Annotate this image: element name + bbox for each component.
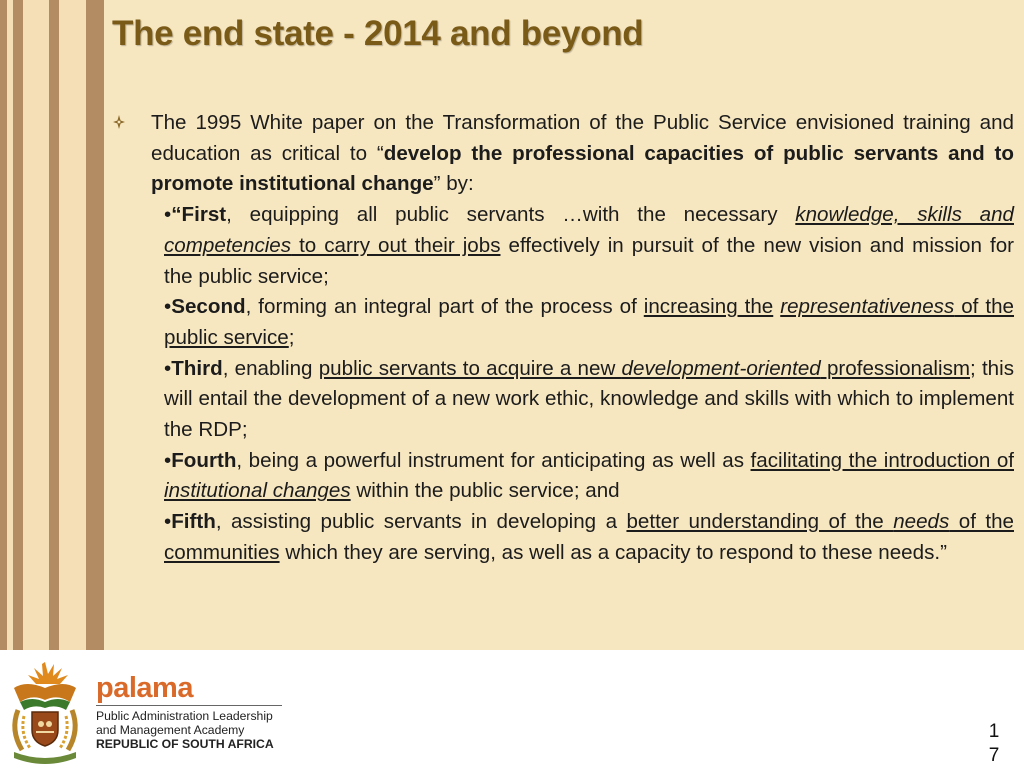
decor-stripe (0, 0, 7, 650)
point-underlined: of the communities (164, 510, 1014, 564)
point-underlined: public servants to acquire a new (318, 356, 622, 380)
point-underlined: increasing the (643, 295, 774, 319)
main-bullet-paragraph (112, 108, 1014, 200)
point-lead: Fifth (171, 510, 216, 534)
point-text: ; this will entail the development of a new work ethic, knowledge and skills with which to implement the RDP; (164, 356, 1015, 442)
point-lead: Third (171, 356, 223, 380)
point-key-phrase: needs (893, 510, 950, 534)
point-underlined: professionalism (820, 356, 971, 380)
slide-title: The end state - 2014 and beyond (112, 14, 644, 53)
decor-stripe (23, 0, 49, 650)
diamond-bullet-icon (112, 114, 126, 130)
point-bullet: • (164, 510, 172, 534)
point-third (112, 354, 1014, 446)
intro-text: The 1995 White paper on the Transformation of the Public Service envisioned training and education as critical to “ (151, 111, 1014, 165)
decor-stripe (59, 0, 86, 650)
point-text: , enabling (222, 356, 319, 380)
point-key-phrase: institutional changes (164, 479, 351, 503)
point-text: , being a powerful instrument for anticipating as well as (236, 448, 751, 472)
decor-stripe (86, 0, 104, 650)
decor-stripe (13, 0, 23, 650)
decor-stripe (49, 0, 59, 650)
point-bullet: • (164, 295, 172, 319)
coat-of-arms-icon (6, 658, 84, 764)
point-bullet: • (164, 448, 172, 472)
intro-emphasis: develop the professional capacities of public servants and to promote institutional change (151, 141, 1014, 196)
point-fourth (112, 446, 1014, 507)
point-lead: “First (171, 203, 227, 227)
page-number: 17 (988, 721, 1000, 766)
brand-subtitle-line-1: Public Administration Leadership (96, 709, 273, 723)
point-underlined: to carry out their jobs (291, 233, 501, 257)
point-fifth (112, 507, 1014, 568)
point-lead: Fourth (171, 448, 237, 472)
brand-name: palama (96, 672, 193, 704)
point-text: , equipping all public servants …with the necessary (226, 203, 796, 227)
point-bullet: • (164, 356, 172, 380)
point-key-phrase: knowledge, skills and competencies (164, 203, 1014, 257)
point-key-phrase: development-oriented (621, 356, 821, 380)
brand-divider (96, 705, 282, 706)
point-key-phrase: representativeness (780, 295, 955, 319)
point-underlined: facilitating the introduction of (750, 448, 1014, 472)
point-text: effectively in pursuit of the new vision and mission for the public service; (164, 233, 1015, 288)
point-second (112, 292, 1014, 353)
point-text: , assisting public servants in developing a (215, 510, 627, 534)
brand-subtitle-line-3: REPUBLIC OF SOUTH AFRICA (96, 737, 274, 751)
point-text: ; (288, 325, 295, 349)
point-lead: Second (171, 295, 246, 319)
brand-subtitle-line-2: and Management Academy (96, 723, 245, 737)
point-underlined: better understanding of the (626, 510, 894, 534)
point-underlined: of the public service (164, 295, 1014, 349)
slide-footer (0, 650, 1024, 768)
point-text: , forming an integral part of the process of (245, 295, 644, 319)
point-text: which they are serving, as well as a capacity to respond to these needs.” (279, 540, 947, 564)
point-bullet: • (164, 203, 172, 227)
slide-body (112, 108, 1014, 569)
point-first (112, 200, 1014, 292)
point-text: within the public service; and (350, 479, 620, 503)
intro-text-end: ” by: (433, 172, 474, 196)
sub-point-list (112, 200, 1014, 568)
